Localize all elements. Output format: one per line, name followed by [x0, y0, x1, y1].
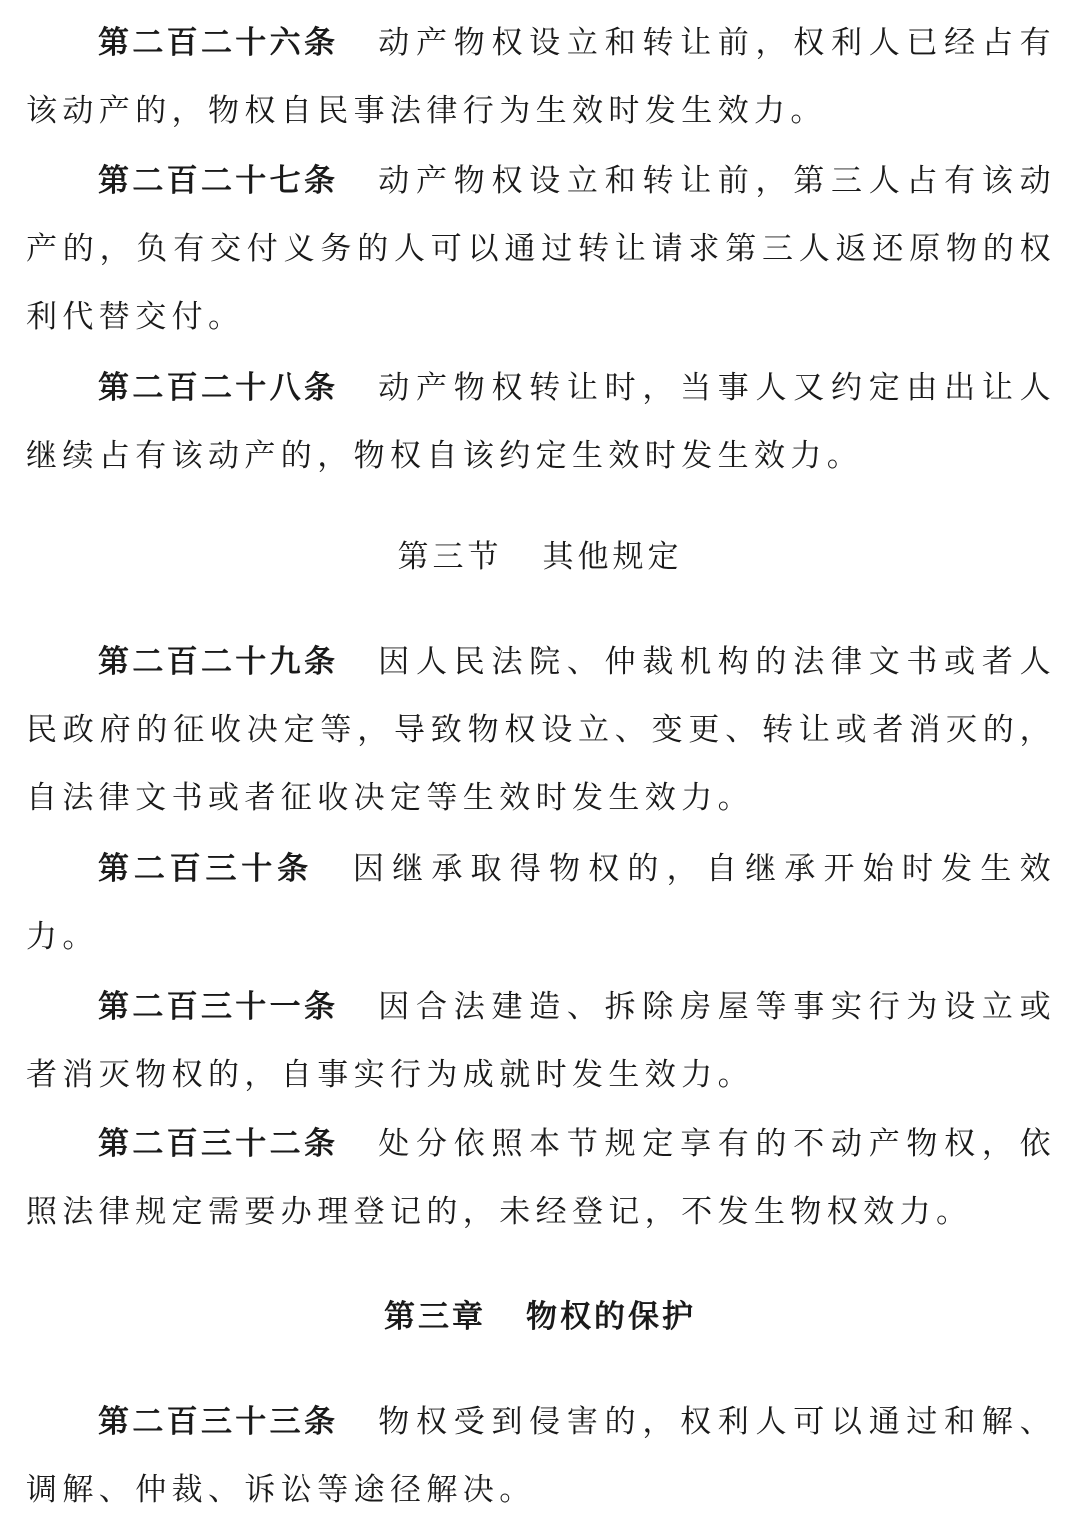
- section-heading: [0, 523, 1080, 591]
- article-text: 因合法建造、拆除房屋等事实行为设立或者消灭物权的，自事实行为成就时发生效力。: [26, 989, 1057, 1093]
- chapter-heading: [0, 1283, 1080, 1351]
- article-229: [26, 628, 1056, 832]
- article-number: 第二百三十一条: [98, 989, 339, 1025]
- article-226: [26, 9, 1056, 145]
- section-number: 第三节: [397, 539, 503, 575]
- article-228: [26, 354, 1056, 490]
- article-text: 动产物权设立和转让前，第三人占有该动产的，负有交付义务的人可以通过转让请求第三人返还原物的权利代替交付。: [26, 163, 1057, 335]
- article-number: 第二百二十九条: [98, 644, 339, 680]
- article-text: 物权受到侵害的，权利人可以通过和解、调解、仲裁、诉讼等途径解决。: [26, 1404, 1057, 1508]
- article-number: 第二百二十六条: [98, 25, 339, 61]
- article-227: [26, 147, 1056, 351]
- section-title: 其他规定: [542, 539, 683, 575]
- chapter-title: 物权的保护: [526, 1299, 696, 1335]
- article-233: [26, 1388, 1056, 1524]
- article-number: 第二百三十条: [98, 851, 313, 887]
- article-text: 动产物权设立和转让前，权利人已经占有该动产的，物权自民事法律行为生效时发生效力。: [26, 25, 1057, 129]
- article-text: 因继承取得物权的，自继承开始时发生效力。: [26, 851, 1056, 955]
- article-231: [26, 973, 1056, 1109]
- article-text: 处分依照本节规定享有的不动产物权，依照法律规定需要办理登记的，未经登记，不发生物权效力。: [26, 1126, 1057, 1230]
- chapter-number: 第三章: [384, 1299, 486, 1335]
- article-number: 第二百二十七条: [98, 163, 339, 199]
- article-text: 动产物权转让时，当事人又约定由出让人继续占有该动产的，物权自该约定生效时发生效力。: [26, 370, 1057, 474]
- article-number: 第二百二十八条: [98, 370, 339, 406]
- article-230: [26, 835, 1056, 971]
- article-text: 因人民法院、仲裁机构的法律文书或者人民政府的征收决定等，导致物权设立、变更、转让或者消灭的，自法律文书或者征收决定等生效时发生效力。: [26, 644, 1057, 816]
- article-number: 第二百三十三条: [98, 1404, 339, 1440]
- article-232: [26, 1110, 1056, 1246]
- article-number: 第二百三十二条: [98, 1126, 339, 1162]
